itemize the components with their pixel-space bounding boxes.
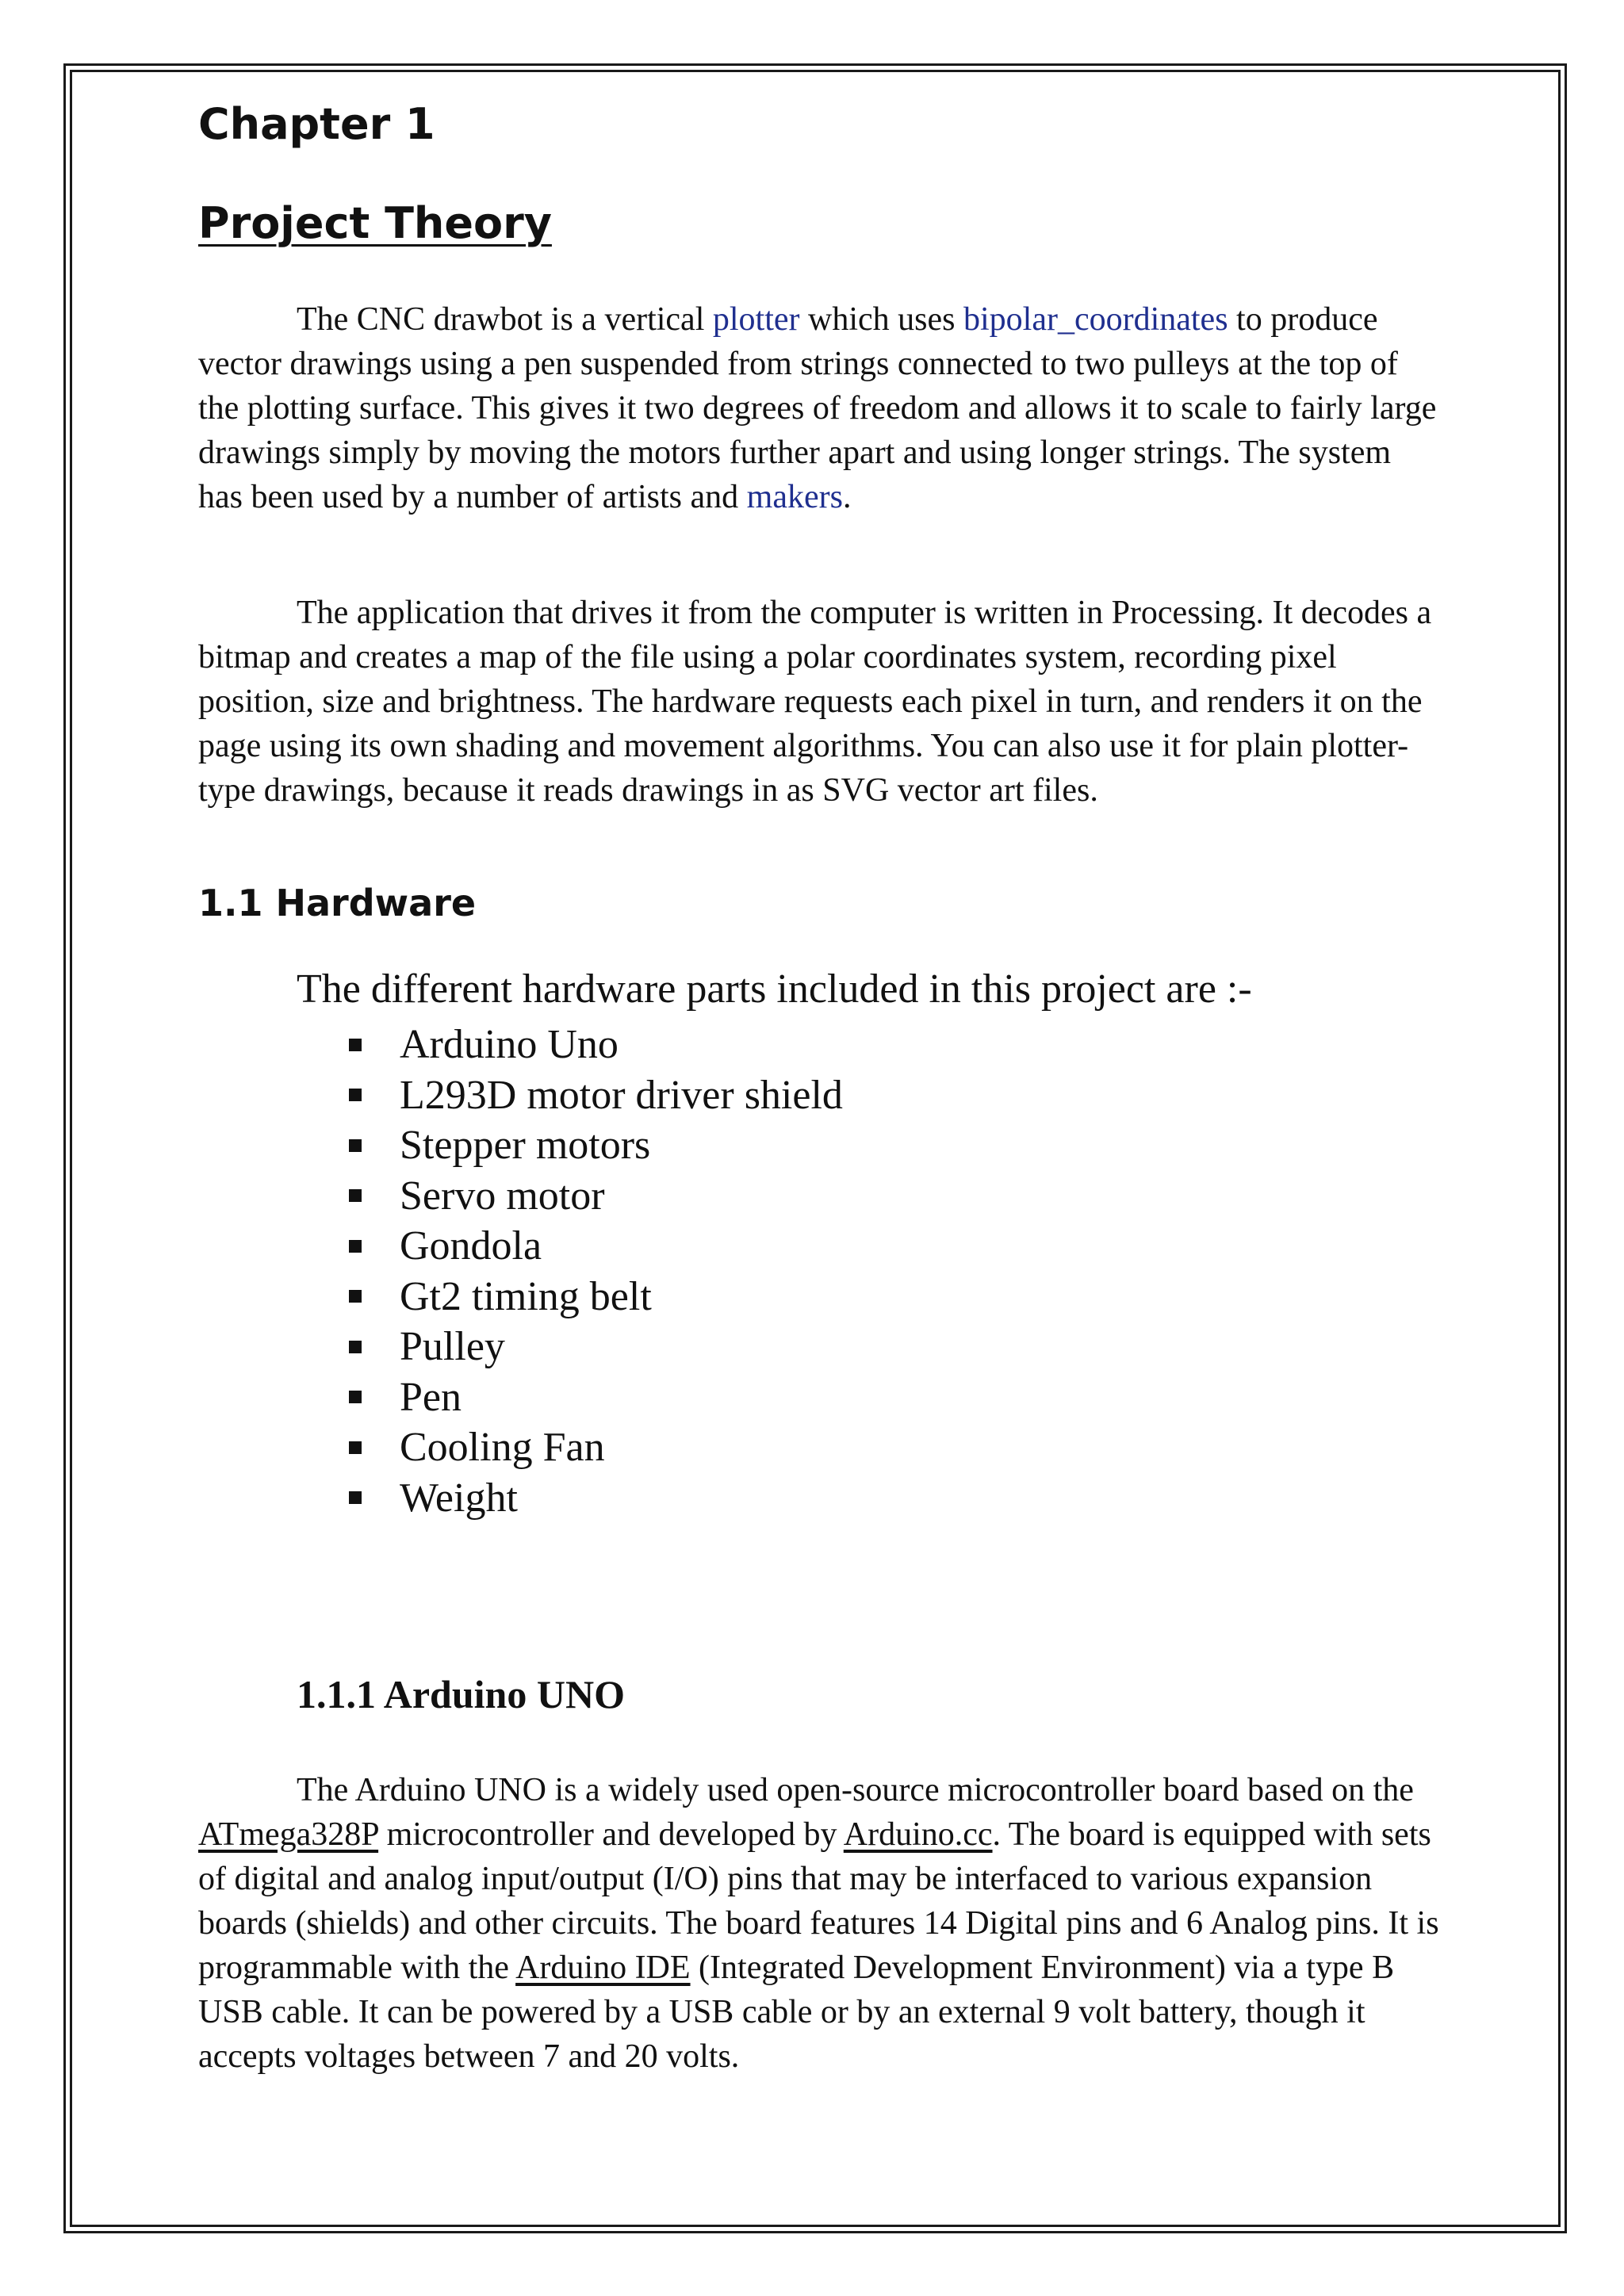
square-bullet-icon <box>349 1189 362 1202</box>
hardware-heading: 1.1 Hardware <box>198 882 477 924</box>
arduino-paragraph <box>198 1768 1443 2079</box>
list-item <box>349 1372 843 1423</box>
arduino-ide-link[interactable]: Arduino IDE <box>515 1950 691 1986</box>
list-item <box>349 1070 843 1121</box>
list-item <box>349 1473 843 1524</box>
list-item <box>349 1272 843 1322</box>
list-item-label: Pen <box>400 1374 462 1420</box>
plotter-link[interactable]: plotter <box>712 301 800 338</box>
list-item-label: Pulley <box>400 1324 505 1369</box>
square-bullet-icon <box>349 1039 362 1051</box>
theory-paragraph-2: The application that drives it from the computer is written in Processing. It decodes a bitmap and creates a map of the file using a polar coordinates system, recording pixel position, size and brightness. The hardware requests each pixel in turn, and renders it on the page using its own shading and movement algorithms. You can also use it for plain plotter-type drawings, because it reads drawings in as SVG vector art files. <box>198 595 1432 809</box>
square-bullet-icon <box>349 1491 362 1504</box>
list-item-label: Stepper motors <box>400 1123 651 1168</box>
bipolar-coordinates-link[interactable]: bipolar_coordinates <box>963 301 1228 338</box>
list-item-label: Weight <box>400 1475 518 1521</box>
text-run: The Arduino UNO is a widely used open-source microcontroller board based on the <box>297 1772 1414 1808</box>
list-item <box>349 1171 843 1222</box>
list-item-label: L293D motor driver shield <box>400 1072 843 1118</box>
square-bullet-icon <box>349 1391 362 1403</box>
text-run: . <box>842 479 852 515</box>
list-item <box>349 1020 843 1070</box>
square-bullet-icon <box>349 1139 362 1152</box>
square-bullet-icon <box>349 1089 362 1101</box>
list-item-label: Gondola <box>400 1223 542 1269</box>
list-item-label: Cooling Fan <box>400 1425 605 1470</box>
hardware-intro: The different hardware parts included in this project are :- <box>297 966 1252 1012</box>
arduino-cc-link[interactable]: Arduino.cc <box>843 1816 993 1853</box>
list-item <box>349 1422 843 1473</box>
text-run: which uses <box>799 301 963 338</box>
makers-link[interactable]: makers <box>746 479 843 515</box>
text-run: . The board is equipped with sets of digital and analog input/output (I/O) pins that may be interfaced to various expansion boards (shields) and other circuits. The board features 14 Digital pins and 6 Analog pins. It is programmable with the <box>198 1816 1439 1986</box>
atmega328p-link[interactable]: ATmega328P <box>198 1816 379 1853</box>
list-item-label: Servo motor <box>400 1173 605 1219</box>
square-bullet-icon <box>349 1441 362 1454</box>
list-item <box>349 1322 843 1372</box>
arduino-uno-heading: 1.1.1 Arduino UNO <box>297 1672 625 1716</box>
list-item <box>349 1221 843 1272</box>
list-item <box>349 1120 843 1171</box>
chapter-title: Project Theory <box>198 198 552 248</box>
text-run: (Integrated Development Environment) via a type B USB cable. It can be powered by a USB cable or by an external 9 volt battery, though it accepts voltages between 7 and 20 volts. <box>198 1950 1395 2075</box>
list-item-label: Arduino Uno <box>400 1022 619 1067</box>
theory-paragraph-1 <box>198 297 1443 519</box>
hardware-parts-list <box>349 1020 843 1523</box>
text-run: The CNC drawbot is a vertical <box>297 301 713 338</box>
text-run: microcontroller and developed by <box>378 1816 844 1853</box>
square-bullet-icon <box>349 1290 362 1303</box>
chapter-label: Chapter 1 <box>198 99 435 149</box>
square-bullet-icon <box>349 1240 362 1253</box>
text-run: to produce vector drawings using a pen suspended from strings connected to two pulleys at the top of the plotting surface. This gives it two degrees of freedom and allows it to scale to fairly large drawings simply by moving the motors further apart and using longer strings. The system has been used by a number of artists and <box>198 301 1437 515</box>
square-bullet-icon <box>349 1341 362 1353</box>
list-item-label: Gt2 timing belt <box>400 1273 652 1319</box>
